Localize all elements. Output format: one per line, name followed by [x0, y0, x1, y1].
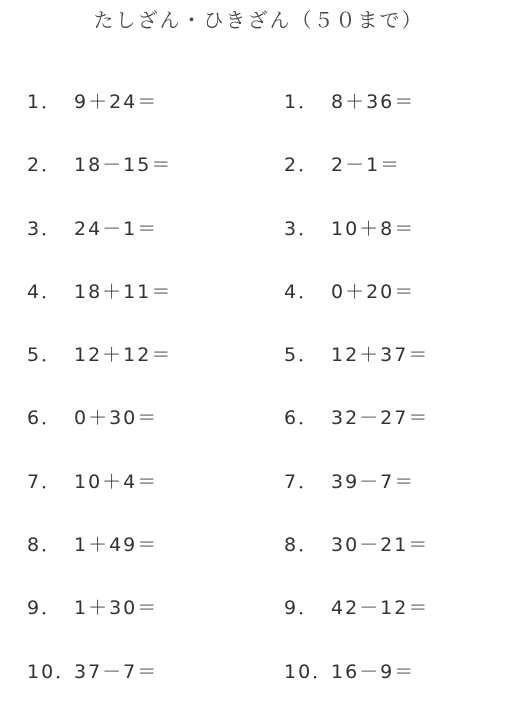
- problem-expression: 0＋20＝: [331, 280, 416, 303]
- problem-expression: 12＋37＝: [331, 344, 430, 367]
- problem-expression: 39－7＝: [331, 470, 416, 493]
- problem-expression: 12＋12＝: [74, 344, 173, 367]
- problem-item: [284, 656, 517, 719]
- problem-item: [27, 466, 267, 529]
- problem-number: 4．: [27, 280, 63, 303]
- problem-number: 5．: [284, 344, 320, 367]
- problem-item: [27, 592, 267, 655]
- problem-expression: 18＋11＝: [74, 280, 173, 303]
- problem-number: 8．: [27, 534, 63, 557]
- problem-item: [27, 339, 267, 402]
- problem-expression: 42－12＝: [331, 597, 430, 620]
- problem-expression: 16－9＝: [331, 660, 416, 683]
- problem-expression: 1＋30＝: [74, 597, 159, 620]
- problem-item: [284, 339, 517, 402]
- problem-number: 6．: [284, 407, 320, 430]
- problem-item: [27, 529, 267, 592]
- problem-item: [27, 656, 267, 719]
- problem-expression: 37－7＝: [74, 660, 159, 683]
- problem-number: 7．: [284, 470, 320, 493]
- problem-item: [284, 213, 517, 276]
- problem-number: 8．: [284, 534, 320, 557]
- problem-item: [27, 149, 267, 212]
- problem-number: 9．: [27, 597, 63, 620]
- problem-number: 6．: [27, 407, 63, 430]
- left-problem-column: [27, 86, 267, 719]
- problem-expression: 2－1＝: [331, 154, 402, 177]
- problem-item: [284, 466, 517, 529]
- problem-item: [284, 402, 517, 465]
- problem-number: 1．: [284, 91, 320, 113]
- problem-item: [27, 213, 267, 276]
- problem-item: [284, 592, 517, 655]
- problem-item: [284, 149, 517, 212]
- problem-number: 1．: [27, 91, 63, 113]
- problem-number: 10．: [27, 660, 77, 683]
- problem-number: 9．: [284, 597, 320, 620]
- problem-number: 7．: [27, 470, 63, 493]
- problem-item: [27, 276, 267, 339]
- problem-expression: 10＋8＝: [331, 217, 416, 240]
- problem-expression: 18－15＝: [74, 154, 173, 177]
- right-problem-column: [284, 86, 517, 719]
- problem-expression: 8＋36＝: [331, 91, 416, 113]
- problem-item: [27, 86, 267, 149]
- problem-number: 2．: [27, 154, 63, 177]
- problem-expression: 10＋4＝: [74, 470, 159, 493]
- problem-item: [284, 86, 517, 149]
- problem-number: 10．: [284, 660, 334, 683]
- problem-item: [27, 402, 267, 465]
- problem-item: [284, 276, 517, 339]
- problem-expression: 30－21＝: [331, 534, 430, 557]
- problem-number: 4．: [284, 280, 320, 303]
- problem-expression: 32－27＝: [331, 407, 430, 430]
- problem-number: 5．: [27, 344, 63, 367]
- problem-number: 2．: [284, 154, 320, 177]
- worksheet-title: たしざん・ひきざん（５０まで）: [93, 8, 424, 32]
- problem-expression: 1＋49＝: [74, 534, 159, 557]
- problem-number: 3．: [284, 217, 320, 240]
- problem-expression: 9＋24＝: [74, 91, 159, 113]
- problem-item: [284, 529, 517, 592]
- problem-expression: 24－1＝: [74, 217, 159, 240]
- problem-expression: 0＋30＝: [74, 407, 159, 430]
- problem-number: 3．: [27, 217, 63, 240]
